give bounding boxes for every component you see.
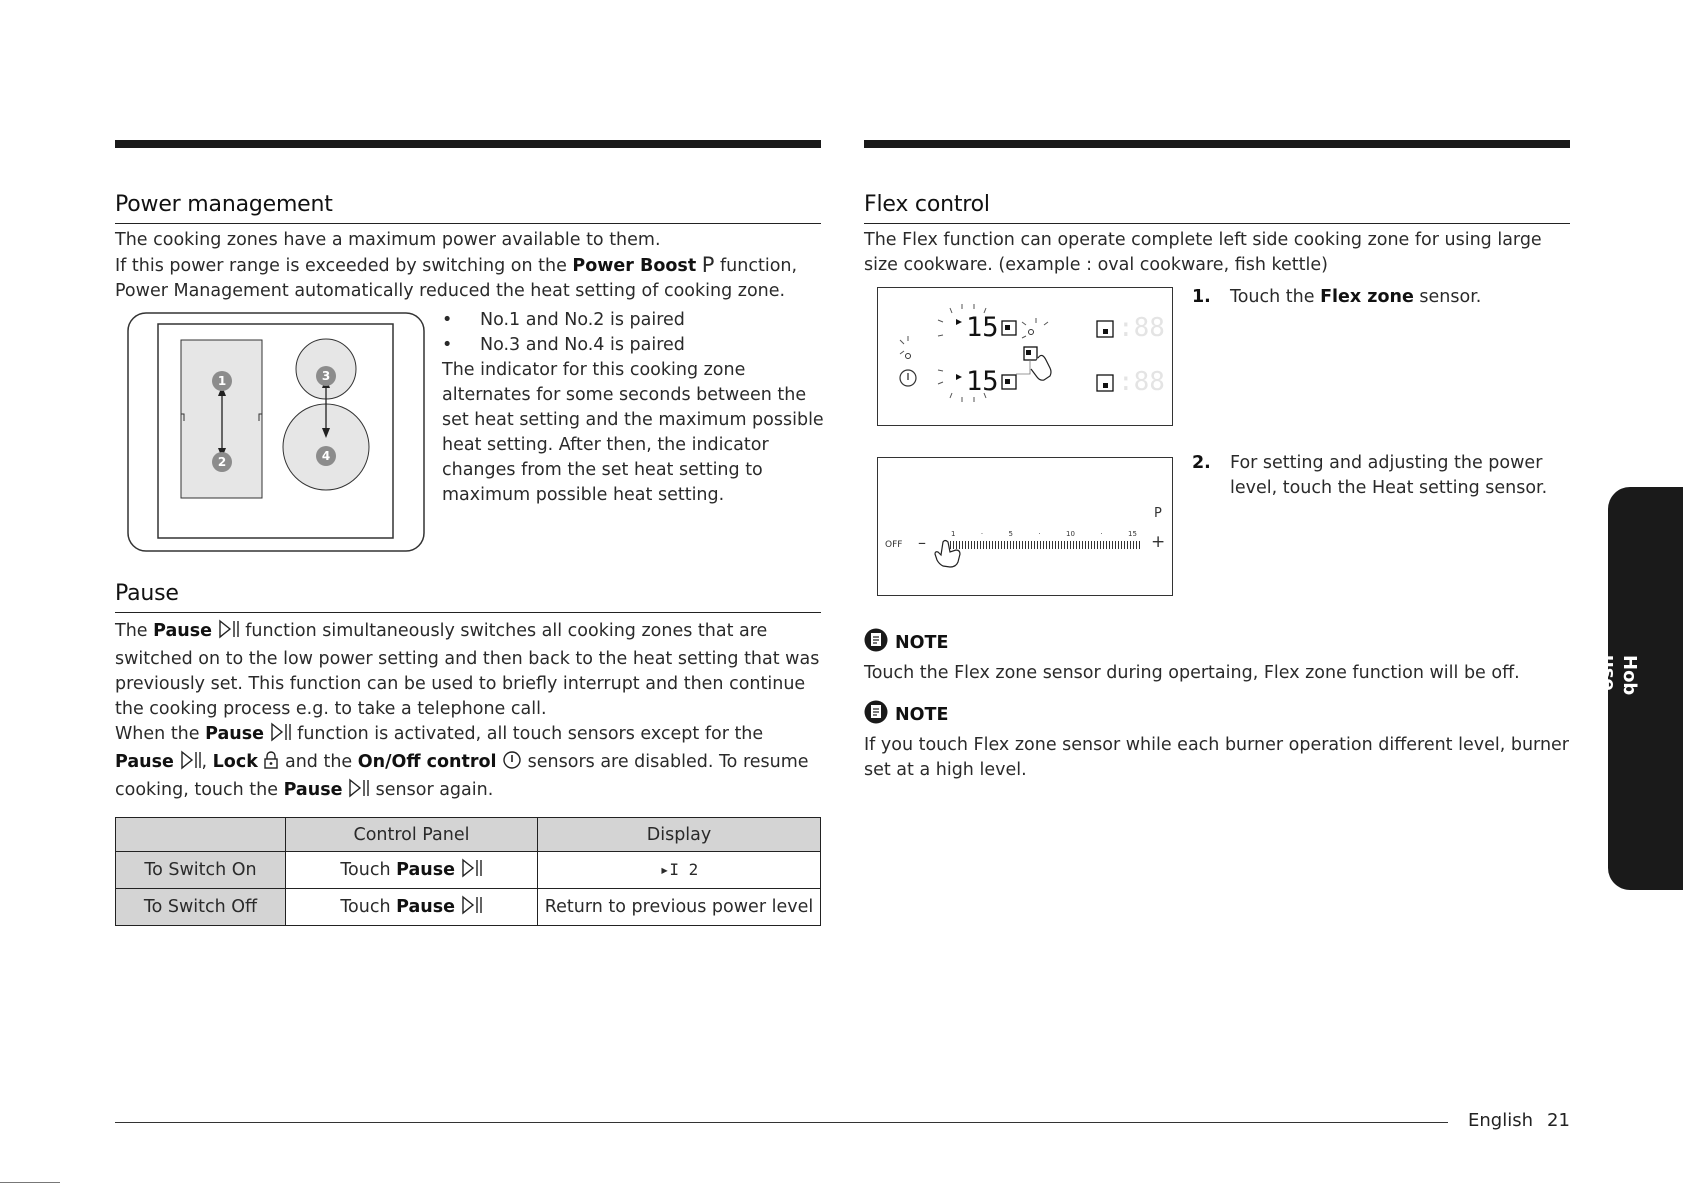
zone-2-badge: 2 [212,452,232,472]
pause-icon [218,619,240,647]
tick-label: 10 [1066,530,1075,538]
pause-section [115,581,821,926]
minus-sensor[interactable]: – [918,533,926,552]
flex-control-heading: Flex control [864,192,1570,224]
tick-label: · [1038,530,1041,538]
left-column [115,140,824,917]
note-icon [864,700,888,729]
power-boost-p-icon: P [701,253,715,277]
pairing-info [442,308,827,508]
table-header-cell: Control Panel [286,818,538,852]
zone-3-badge: 3 [316,366,336,386]
power-onoff-icon [502,750,522,778]
tick-label: 1 [951,530,956,538]
table-header-row [116,818,821,852]
pause-table [115,817,821,926]
power-boost-label: P [1154,506,1162,521]
section-top-bar [115,140,821,148]
hob-zone-diagram [127,312,427,554]
step-1-number: 1. [1192,287,1211,307]
table-header-cell [116,818,286,852]
pause-icon [461,858,483,883]
list-item: • No.3 and No.4 is paired [442,333,827,358]
finger-touch-icon [933,538,965,568]
indicator-description: The indicator for this cooking zone alternates for some seconds between the set heat setting and the maximum possible heat setting. After then, the indicator changes from the set heat setting to maximum possible heat setting. [442,360,824,505]
heat-scale-ticks [951,530,1137,538]
notes-block [864,628,1570,783]
plus-sensor[interactable]: + [1151,532,1166,552]
step-1-text: Touch the Flex zone sensor. [1230,287,1482,307]
pause-icon [270,722,292,750]
control-panel-cell: Touch Pause [286,889,538,926]
hob-zone-diagram-svg [127,312,427,554]
pause-icon [461,895,483,920]
display-cell: Return to previous power level [538,889,821,926]
note-text: Touch the Flex zone sensor during opertaing, Flex zone function will be off. [864,663,1520,683]
row-label: To Switch Off [116,889,286,926]
section-top-bar [864,140,1570,148]
table-row [116,889,821,926]
zone-1-badge: 1 [212,371,232,391]
zone-4-badge: 4 [316,446,336,466]
heat-setting-panel-illustration [877,457,1173,596]
pause-icon [348,778,370,806]
zone-display-digits: 15 [966,366,999,397]
page-number: 21 [1547,1110,1570,1131]
pause-icon [180,750,202,778]
flex-zone-panel-svg [878,288,1172,425]
power-intro-3: Power Management automatically reduced the heat setting of cooking zone. [115,281,786,301]
heat-setting-slider[interactable] [950,541,1140,549]
tick-label: · [1100,530,1103,538]
table-row [116,852,821,889]
flex-intro: The Flex function can operate complete left side cooking zone for using large size cookware. (example : oval cookware, fish kettle) [864,230,1542,275]
pause-paragraph-1: The Pause function simultaneously switches all cooking zones that are switched on to the low power setting and then back to the heat setting that was previously set. This function can be used to briefly interrupt and then continue the cooking process e.g. to take a telephone call. [115,621,820,719]
off-label: OFF [885,540,903,550]
lock-icon [263,750,279,778]
tick-label: · [980,530,984,538]
footer-language: English [1468,1110,1533,1131]
note-title: NOTE [864,628,1570,657]
note-text: If you touch Flex zone sensor while each burner operation different level, burner set at a high level. [864,735,1569,780]
power-management-heading: Power management [115,192,821,224]
pause-display-readout: ▸I 2 [659,860,699,879]
row-label: To Switch On [116,852,286,889]
svg-text::88: :88 [1118,367,1165,397]
side-tab-label: Hob use [1598,655,1640,696]
power-intro-2: If this power range is exceeded by switching on the Power Boost P function, [115,253,798,277]
step-2-number: 2. [1192,453,1211,473]
flex-zone-panel-illustration [877,287,1173,426]
tick-label: 5 [1008,530,1013,538]
pairing-list [442,308,827,358]
note-icon [864,628,888,657]
right-column [864,140,1570,780]
svg-text::88: :88 [1118,313,1165,343]
step-2-text: For setting and adjusting the power level, touch the Heat setting sensor. [1230,453,1548,498]
note-title: NOTE [864,700,1570,729]
page-corner-mark [0,1182,60,1183]
zone-display-digits: 15 [966,312,999,343]
power-intro-1: The cooking zones have a maximum power available to them. [115,230,661,250]
table-header-cell: Display [538,818,821,852]
list-item: • No.1 and No.2 is paired [442,308,827,333]
display-cell [538,852,821,889]
control-panel-cell: Touch Pause [286,852,538,889]
footer-rule [115,1122,1448,1123]
tick-label: 15 [1128,530,1137,538]
pause-paragraph-2: When the Pause function is activated, all touch sensors except for the Pause , Lock and the On/Off control sensors are disabled. To resume cooking, touch the Pause sensor again. [115,722,821,806]
pause-heading: Pause [115,581,821,613]
